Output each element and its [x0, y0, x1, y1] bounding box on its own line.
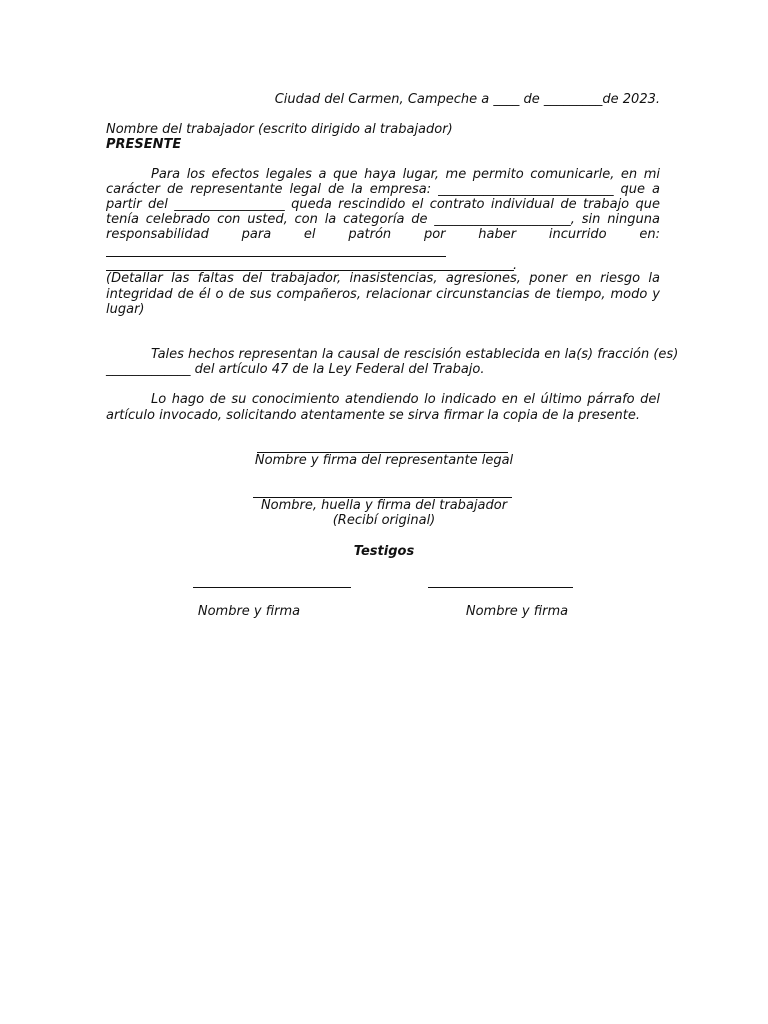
witness-right-label: Nombre y firma	[465, 604, 569, 619]
paragraph1-line2: carácter de representante legal de la empresa: ___________________________ que a	[106, 182, 660, 197]
paragraph1-line5: responsabilidad para el patrón por haber incurrido en:	[106, 227, 660, 242]
witness-left-signature-line	[193, 587, 351, 588]
paragraph1-line3: partir del _________________ queda rescindido el contrato individual de trabajo que	[106, 197, 660, 212]
paragraph1-line4: tenía celebrado con usted, con la categoría de _____________________, sin ninguna	[106, 212, 660, 227]
faults-line-period: .	[513, 258, 518, 273]
representative-signature-label: Nombre y firma del representante legal	[254, 453, 514, 468]
paragraph1-line1: Para los efectos legales a que haya lugar, me permito comunicarle, en mi	[151, 167, 660, 182]
note-line2: integridad de él o de sus compañeros, relacionar circunstancias de tiempo, modo y	[106, 287, 660, 302]
paragraph3-line2: artículo invocado, solicitando atentamente se sirva firmar la copia de la presente.	[106, 408, 641, 423]
witness-left-label: Nombre y firma	[197, 604, 301, 619]
paragraph3-line1: Lo hago de su conocimiento atendiendo lo indicado en el último párrafo del	[151, 392, 660, 407]
note-line1: (Detallar las faltas del trabajador, inasistencias, agresiones, poner en riesgo la	[106, 271, 660, 286]
paragraph2-line2: _____________ del artículo 47 de la Ley Federal del Trabajo.	[106, 362, 485, 377]
witness-right-signature-line	[428, 587, 573, 588]
witnesses-title: Testigos	[353, 544, 415, 559]
worker-receipt-note: (Recibí original)	[332, 513, 436, 528]
worker-signature-label: Nombre, huella y firma del trabajador	[260, 498, 508, 513]
presente-heading: PRESENTE	[106, 137, 182, 152]
place-date-line: Ciudad del Carmen, Campeche a ____ de _________de 2023.	[274, 92, 660, 107]
blank-line-faults-1	[106, 256, 446, 257]
addressee-name: Nombre del trabajador (escrito dirigido al trabajador)	[106, 122, 453, 137]
note-line3: lugar)	[106, 302, 145, 317]
paragraph2-line1: Tales hechos representan la causal de rescisión establecida en la(s) fracción (es)	[151, 347, 679, 362]
